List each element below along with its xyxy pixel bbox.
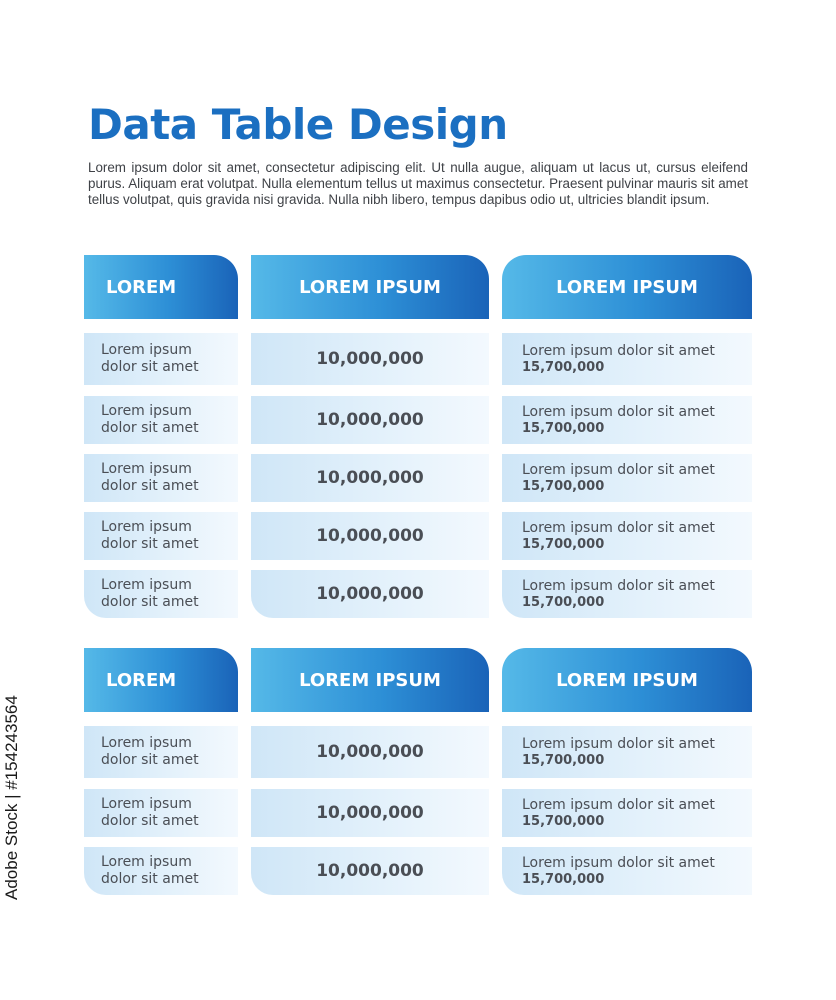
- table-row-value: 10,000,000: [251, 396, 489, 444]
- table-row-label: Lorem ipsum dolor sit amet: [84, 726, 238, 778]
- table-row-value: 10,000,000: [251, 570, 489, 618]
- table-row-value: 10,000,000: [251, 512, 489, 560]
- table-2-header-lorem-ipsum-1: LOREM IPSUM: [251, 648, 489, 712]
- table-1-header-lorem-ipsum-1: LOREM IPSUM: [251, 255, 489, 319]
- table-1-header-lorem-ipsum-2: LOREM IPSUM: [502, 255, 752, 319]
- table-row-desc: Lorem ipsum dolor sit amet 15,700,000: [502, 570, 752, 618]
- table-row-desc: Lorem ipsum dolor sit amet 15,700,000: [502, 512, 752, 560]
- page-title: Data Table Design: [88, 100, 508, 149]
- table-row-desc: Lorem ipsum dolor sit amet 15,700,000: [502, 847, 752, 895]
- table-row-value: 10,000,000: [251, 789, 489, 837]
- table-2-header-lorem: LOREM: [84, 648, 238, 712]
- table-2-header-lorem-ipsum-2: LOREM IPSUM: [502, 648, 752, 712]
- table-row-label: Lorem ipsum dolor sit amet: [84, 789, 238, 837]
- table-row-value: 10,000,000: [251, 333, 489, 385]
- table-1-header-lorem: LOREM: [84, 255, 238, 319]
- table-row-label: Lorem ipsum dolor sit amet: [84, 847, 238, 895]
- table-row-value: 10,000,000: [251, 454, 489, 502]
- table-row-label: Lorem ipsum dolor sit amet: [84, 333, 238, 385]
- table-row-desc: Lorem ipsum dolor sit amet 15,700,000: [502, 454, 752, 502]
- stock-watermark: Adobe Stock | #154243564: [2, 695, 21, 900]
- table-row-value: 10,000,000: [251, 847, 489, 895]
- table-row-label: Lorem ipsum dolor sit amet: [84, 570, 238, 618]
- table-row-desc: Lorem ipsum dolor sit amet 15,700,000: [502, 333, 752, 385]
- table-row-label: Lorem ipsum dolor sit amet: [84, 396, 238, 444]
- table-row-value: 10,000,000: [251, 726, 489, 778]
- table-row-label: Lorem ipsum dolor sit amet: [84, 454, 238, 502]
- table-row-label: Lorem ipsum dolor sit amet: [84, 512, 238, 560]
- table-row-desc: Lorem ipsum dolor sit amet 15,700,000: [502, 726, 752, 778]
- table-row-desc: Lorem ipsum dolor sit amet 15,700,000: [502, 789, 752, 837]
- table-row-desc: Lorem ipsum dolor sit amet 15,700,000: [502, 396, 752, 444]
- intro-paragraph: Lorem ipsum dolor sit amet, consectetur adipiscing elit. Ut nulla augue, aliquam ut lacus ut, cursus eleifend purus. Aliquam erat volutpat. Nulla elementum tellus ut maximus consectetur. Praesent pulvinar mauris sit amet tellus volutpat, quis gravida nisi gravida. Nulla nibh libero, tempus dapibus odio ut, ultricies blandit ipsum.: [88, 160, 748, 207]
